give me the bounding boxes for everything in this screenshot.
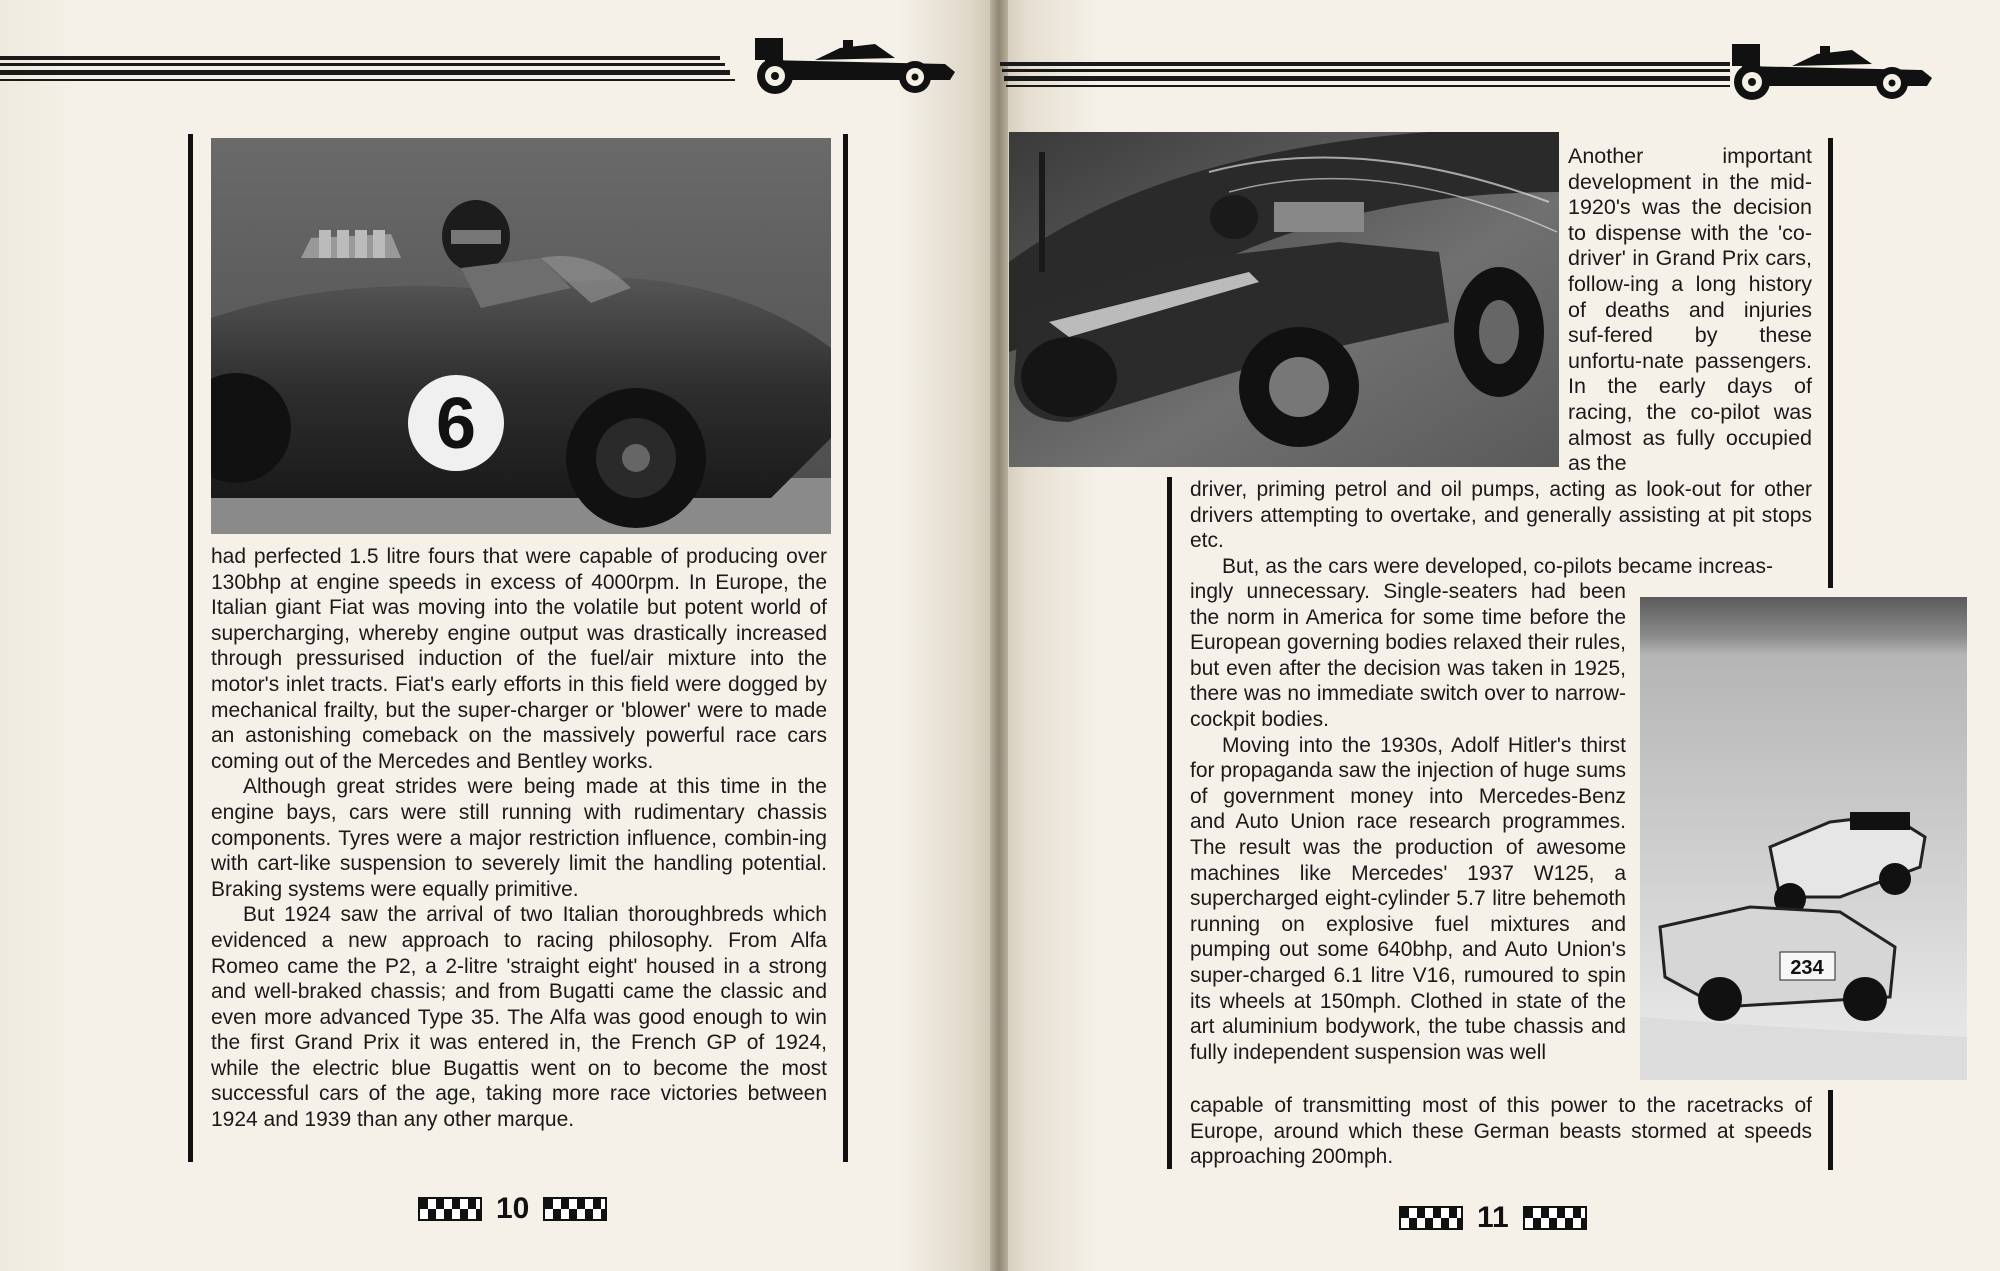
paragraph: Another important development in the mid-1920's was the decision to dispense with the 'co-driver' in Grand Prix cars, follow-ing a long history of deaths and injuries suf-fered by these unfortu-nate passengers. In the early days of racing, the co-pilot was almost as fully occupied as the: [1568, 144, 1812, 476]
page-number-left: [418, 1192, 607, 1226]
right-body-text-bottom-wrap: [1190, 579, 1626, 1065]
right-body-text-top-wrap: [1568, 144, 1812, 477]
checkered-flag-icon: [1399, 1206, 1463, 1230]
checkered-flag-icon: [1523, 1206, 1587, 1230]
paragraph: ingly unnecessary. Single-seaters had been the norm in America for some time before the European governing bodies relaxed their rules, but even after the decision was taken in 1925, there was no immediate switch over to narrow-cockpit bodies.: [1190, 580, 1626, 731]
page-number: 11: [1477, 1201, 1509, 1234]
photo-f1-car-track: [1009, 132, 1559, 467]
right-body-text-full: [1190, 477, 1812, 579]
paragraph: Although great strides were being made at this time in the engine bays, cars were still running with rudimentary chassis components. Tyres were a major restriction influence, combin-ing with cart-like suspension to severely limit the handling potential. Braking systems were equally primitive.: [211, 775, 827, 901]
paragraph: But 1924 saw the arrival of two Italian thoroughbreds which evidenced a new approach to racing philosophy. From Alfa Romeo came the P2, a 2-litre 'straight eight' housed in a strong and well-braked chassis; and from Bugatti came the classic and even more advanced Type 35. The Alfa was good enough to win the first Grand Prix it was entered in, the French GP of 1924, while the electric blue Bugattis went on to become the most successful cars of the age, taking more race victories between 1924 and 1939 than any other marque.: [211, 903, 827, 1132]
left-column-rule: [188, 134, 193, 1162]
right-page-column-rule-bottom: [1828, 1090, 1833, 1170]
photo-rally-cars-desert: [1640, 597, 1967, 1080]
paragraph: Moving into the 1930s, Adolf Hitler's thirst for propaganda saw the injection of huge sums of government money into Mercedes-Benz and Auto Union race research programmes. The result was the production of awesome machines like Mercedes' 1937 W125, a supercharged eight-cylinder 5.7 litre behemoth running on explosive fuel mixtures and pumping out some 640bhp, and Auto Union's super-charged 6.1 litre V16, rumoured to spin its wheels at 150mph. Clothed in state of the art aluminium bodywork, the tube chassis and fully independent suspension was well: [1190, 733, 1626, 1064]
left-body-text: [211, 544, 827, 1133]
checkered-flag-icon: [418, 1197, 482, 1221]
right-column-rule: [843, 134, 848, 1162]
paragraph: had perfected 1.5 litre fours that were capable of producing over 130bhp at engine speeds in excess of 4000rpm. In Europe, the Italian giant Fiat was moving into the volatile but potent world of supercharging, whereby engine output was drastically increased through pressurised induction of the fuel/air mixture into the motor's inlet tracts. Fiat's early efforts in this field were dogged by mechanical frailty, but the super-charger or 'blower' were to made an astonishing comeback on the massively powerful race cars coming out of the Mercedes and Bentley works.: [211, 545, 827, 773]
paragraph: capable of transmitting most of this power to the racetracks of Europe, around which these German beasts stormed at speeds approaching 200mph.: [1190, 1094, 1812, 1169]
photo-race-car-6: [211, 138, 831, 534]
rally-car-number: 234: [1790, 957, 1824, 979]
race-car-icon: [745, 30, 965, 100]
page-number-right: [1399, 1201, 1587, 1235]
checkered-flag-icon: [543, 1197, 607, 1221]
page-number: 10: [496, 1192, 530, 1225]
paragraph: But, as the cars were developed, co-pilots became increas-: [1222, 554, 1773, 578]
right-page-column-rule: [1828, 138, 1833, 588]
car-number-label: 6: [435, 384, 477, 464]
race-car-icon: [1722, 36, 1942, 106]
right-body-text-bottom-full: [1190, 1093, 1812, 1170]
paragraph: driver, priming petrol and oil pumps, acting as look-out for other drivers attempting to overtake, and generally assisting at pit stops etc.: [1190, 478, 1812, 553]
right-page-left-rule: [1167, 477, 1172, 1169]
book-gutter: [990, 0, 1008, 1271]
